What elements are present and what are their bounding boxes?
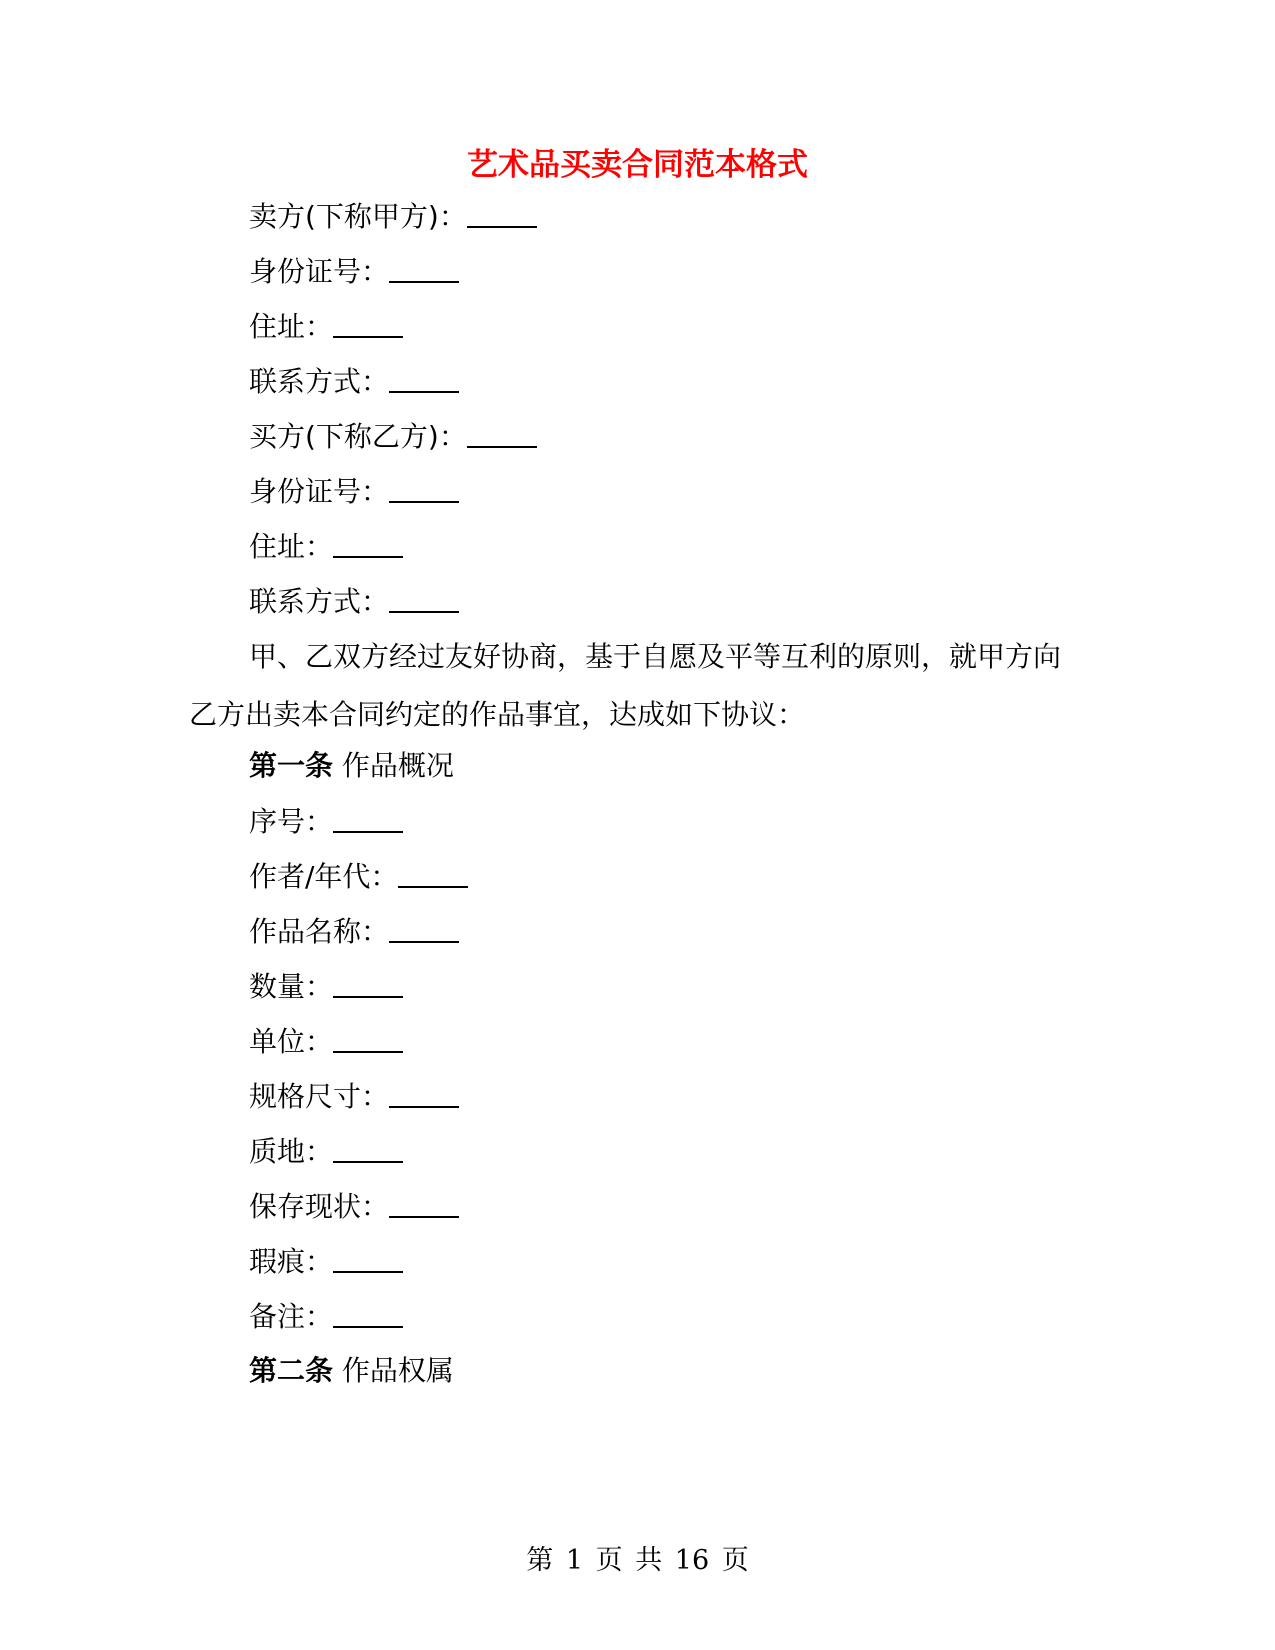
blank-line bbox=[389, 911, 459, 943]
blank-line bbox=[333, 801, 403, 833]
field-label: 作者/年代： bbox=[249, 860, 399, 893]
article-1-heading bbox=[249, 746, 454, 786]
artwork-author-field bbox=[249, 856, 468, 897]
field-label: 身份证号： bbox=[249, 255, 390, 288]
seller-id-field bbox=[249, 251, 459, 292]
seller-address-field bbox=[249, 306, 403, 347]
article-number: 第二条 bbox=[249, 1354, 334, 1387]
blank-line bbox=[333, 1296, 403, 1328]
field-label: 瑕痕： bbox=[249, 1245, 334, 1278]
intro-paragraph bbox=[189, 628, 1069, 743]
field-label: 单位： bbox=[249, 1025, 334, 1058]
artwork-quantity-field bbox=[249, 966, 403, 1007]
blank-line bbox=[467, 196, 537, 228]
field-label: 质地： bbox=[249, 1135, 334, 1168]
blank-line bbox=[333, 1131, 403, 1163]
blank-line bbox=[333, 526, 403, 558]
document-title: 艺术品买卖合同范本格式 bbox=[467, 147, 808, 183]
blank-line bbox=[398, 856, 468, 888]
artwork-serial-field bbox=[249, 801, 403, 842]
article-heading: 作品权属 bbox=[341, 1354, 454, 1387]
blank-line bbox=[389, 251, 459, 283]
blank-line bbox=[333, 966, 403, 998]
field-label: 身份证号： bbox=[249, 475, 390, 508]
seller-name-field bbox=[249, 196, 537, 237]
article-number: 第一条 bbox=[249, 749, 334, 782]
buyer-id-field bbox=[249, 471, 459, 512]
article-2-heading bbox=[249, 1351, 454, 1391]
blank-line bbox=[389, 581, 459, 613]
blank-line bbox=[333, 1241, 403, 1273]
artwork-unit-field bbox=[249, 1021, 403, 1062]
buyer-contact-field bbox=[249, 581, 459, 622]
intro-text: 甲、乙双方经过友好协商，基于自愿及平等互利的原则，就甲方向乙方出卖本合同约定的作品事宜，达成如下协议： bbox=[189, 640, 1062, 731]
field-label: 作品名称： bbox=[249, 915, 390, 948]
field-label: 规格尺寸： bbox=[249, 1080, 390, 1113]
artwork-title-field bbox=[249, 911, 459, 952]
artwork-flaws-field bbox=[249, 1241, 403, 1282]
field-label: 卖方(下称甲方)： bbox=[249, 200, 467, 233]
field-label: 数量： bbox=[249, 970, 334, 1003]
field-label: 备注： bbox=[249, 1300, 334, 1333]
field-label: 序号： bbox=[249, 805, 334, 838]
buyer-name-field bbox=[249, 416, 537, 457]
buyer-address-field bbox=[249, 526, 403, 567]
blank-line bbox=[333, 306, 403, 338]
blank-line bbox=[389, 361, 459, 393]
field-label: 住址： bbox=[249, 310, 334, 343]
field-label: 联系方式： bbox=[249, 585, 390, 618]
blank-line bbox=[389, 471, 459, 503]
seller-contact-field bbox=[249, 361, 459, 402]
artwork-notes-field bbox=[249, 1296, 403, 1337]
field-label: 联系方式： bbox=[249, 365, 390, 398]
artwork-condition-field bbox=[249, 1186, 459, 1227]
artwork-material-field bbox=[249, 1131, 403, 1172]
field-label: 保存现状： bbox=[249, 1190, 390, 1223]
blank-line bbox=[389, 1186, 459, 1218]
field-label: 住址： bbox=[249, 530, 334, 563]
blank-line bbox=[467, 416, 537, 448]
blank-line bbox=[389, 1076, 459, 1108]
artwork-size-field bbox=[249, 1076, 459, 1117]
article-heading: 作品概况 bbox=[341, 749, 454, 782]
blank-line bbox=[333, 1021, 403, 1053]
field-label: 买方(下称乙方)： bbox=[249, 420, 467, 453]
page-number-footer: 第 1 页 共 16 页 bbox=[526, 1545, 749, 1576]
